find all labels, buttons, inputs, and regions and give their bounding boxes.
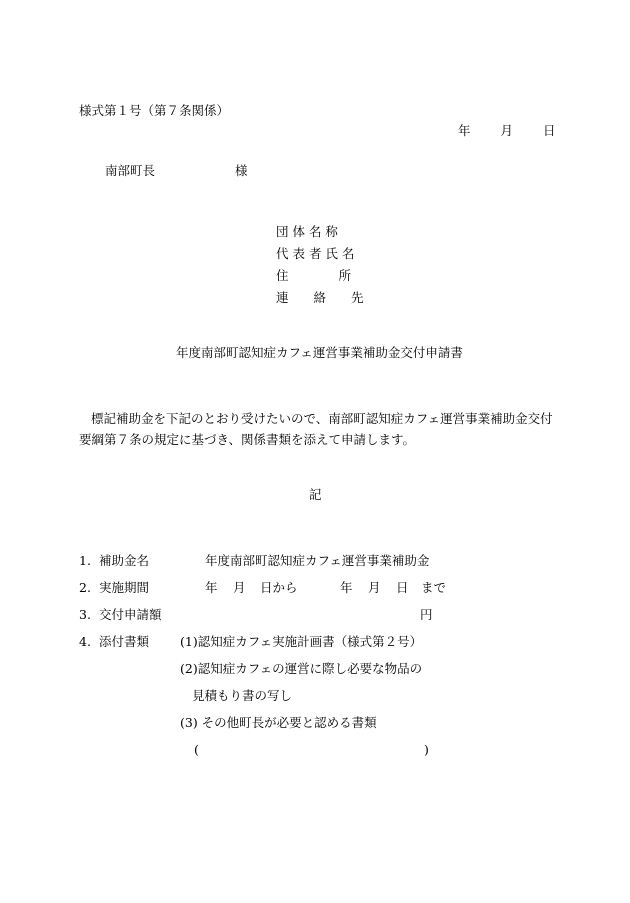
applicant-representative-label: 代 表 者 氏 名 [276, 246, 355, 261]
item-number: 3. [79, 607, 91, 622]
period-to-month: 月 [368, 580, 381, 595]
period-from-month: 月 [233, 580, 246, 595]
period-from-year: 年 [205, 580, 218, 595]
period-to-year: 年 [340, 580, 353, 595]
period-to-suffix: まで [421, 580, 447, 595]
body-text: 標記補助金を下記のとおり受けたいので、南部町認知症カフェ運営事業補助金交付要綱第７条の規定に基づき、関係書類を添えて申請します。 [79, 411, 553, 447]
applicant-organization-label: 団 体 名 称 [276, 224, 338, 239]
item-label: 実施期間 [99, 580, 150, 595]
date-day: 日 [543, 123, 556, 138]
date-line [458, 125, 556, 138]
date-year: 年 [458, 123, 471, 138]
addressee-name: 南部町長 [105, 163, 156, 178]
document-title: 年度南部町認知症カフェ運営事業補助金交付申請書 [176, 345, 463, 360]
item-number: 2. [79, 580, 91, 595]
ki-heading: 記 [309, 487, 322, 502]
item-label: 補助金名 [99, 553, 150, 568]
item-value: 年度南部町認知症カフェ運営事業補助金 [205, 553, 430, 568]
form-number: 様式第１号（第７条関係） [79, 103, 230, 118]
addressee-honorific: 様 [235, 163, 248, 178]
other-documents-close-paren: ) [424, 742, 429, 757]
period-to-day: 日 [396, 580, 409, 595]
applicant-contact-label: 連 絡 先 [276, 290, 364, 305]
item-label: 添付書類 [99, 634, 150, 649]
applicant-address-label: 住 所 [276, 268, 352, 283]
attachment-item: (1)認知症カフェ実施計画書（様式第２号） [180, 634, 423, 649]
other-documents-open-paren: ( [194, 742, 199, 757]
addressee [105, 165, 248, 178]
item-number: 4. [79, 634, 91, 649]
attachment-item-continued: 見積もり書の写し [192, 688, 293, 703]
item-label: 交付申請額 [99, 607, 162, 622]
item-value: 円 [420, 607, 433, 622]
attachment-item: (3) その他町長が必要と認める書類 [180, 715, 377, 730]
period-from-day: 日から [260, 580, 298, 595]
item-number: 1. [79, 553, 91, 568]
date-month: 月 [500, 123, 514, 138]
attachment-item: (2)認知症カフェの運営に際し必要な物品の [180, 661, 423, 676]
applicant-block [276, 226, 364, 314]
